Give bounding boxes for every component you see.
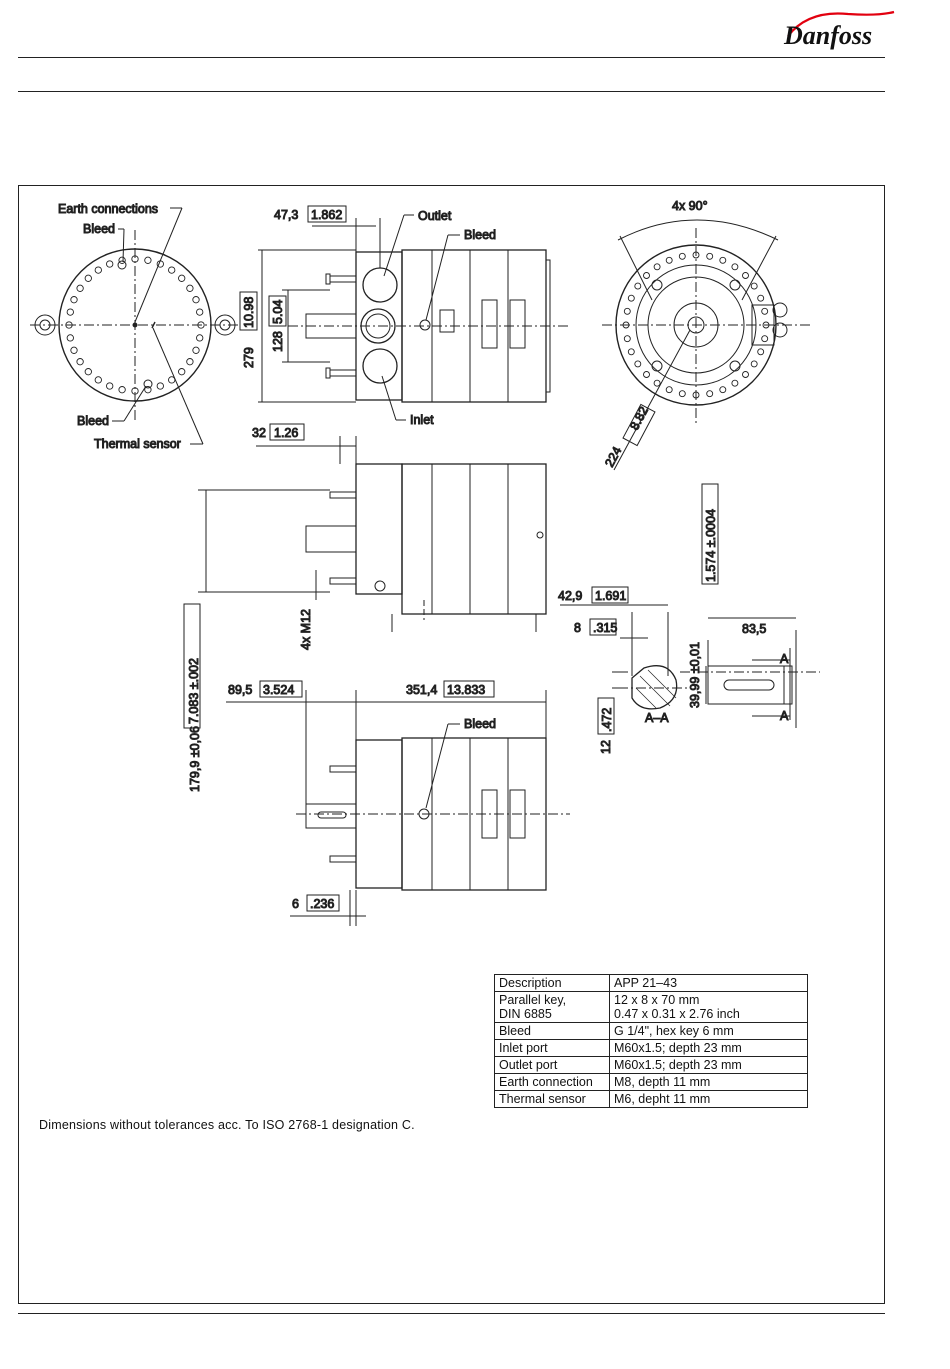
bolt-hole bbox=[197, 335, 203, 341]
spec-table bbox=[494, 974, 808, 1108]
bolt-hole bbox=[107, 383, 113, 389]
bolt-hole bbox=[193, 347, 199, 353]
table-row bbox=[495, 1057, 808, 1074]
table-cell: M60x1.5; depth 23 mm bbox=[610, 1057, 808, 1074]
table-row bbox=[495, 1023, 808, 1040]
bolt-hole bbox=[720, 387, 726, 393]
end-view-left bbox=[30, 230, 240, 420]
table-cell: Outlet port bbox=[495, 1057, 610, 1074]
dim-10-98: 10.98 bbox=[242, 296, 256, 328]
bolt-hole bbox=[732, 380, 738, 386]
label-bleed-bottom: Bleed bbox=[77, 414, 109, 428]
bolt-hole bbox=[77, 285, 83, 291]
bolt-hole bbox=[720, 257, 726, 263]
table-cell: M8, depth 11 mm bbox=[610, 1074, 808, 1091]
table-row bbox=[495, 975, 808, 992]
dim-83-5: 83,5 bbox=[742, 622, 767, 636]
bolt-hole bbox=[197, 309, 203, 315]
label-bleed-side: Bleed bbox=[464, 228, 496, 242]
label-outlet: Outlet bbox=[418, 209, 452, 223]
bolt-hole bbox=[193, 297, 199, 303]
bolt-hole bbox=[169, 267, 175, 273]
bolt-hole bbox=[187, 359, 193, 365]
bolt-hole bbox=[77, 359, 83, 365]
section-a-a bbox=[618, 666, 690, 709]
table-cell: Inlet port bbox=[495, 1040, 610, 1057]
bolt-hole bbox=[666, 257, 672, 263]
bolt-hole bbox=[624, 308, 630, 314]
bolt-hole bbox=[679, 253, 685, 259]
cell-line: Parallel key, bbox=[499, 993, 567, 1007]
dim-12: 12 bbox=[599, 740, 613, 754]
end-view-right bbox=[602, 228, 810, 424]
bolt-hole bbox=[628, 295, 634, 301]
bolt-hole bbox=[644, 372, 650, 378]
dim-5-04: 5.04 bbox=[271, 299, 285, 324]
bolt-hole bbox=[145, 257, 151, 263]
bolt-hole bbox=[679, 391, 685, 397]
dim-42-9: 42,9 bbox=[558, 589, 583, 603]
table-cell: M6, depht 11 mm bbox=[610, 1091, 808, 1108]
bolt-hole bbox=[635, 361, 641, 367]
table-cell bbox=[495, 992, 610, 1023]
label-bleed-top: Bleed bbox=[83, 222, 115, 236]
bolt-hole bbox=[732, 264, 738, 270]
dim-angle: 4x 90° bbox=[672, 199, 708, 213]
dim-179-9: 179,9 ±0,06 bbox=[188, 726, 202, 792]
table-cell: Earth connection bbox=[495, 1074, 610, 1091]
table-row bbox=[495, 1091, 808, 1108]
dim-13-833: 13.833 bbox=[447, 683, 486, 697]
table-row bbox=[495, 1074, 808, 1091]
bolt-hole bbox=[758, 349, 764, 355]
dim-3-524: 3.524 bbox=[263, 683, 295, 697]
cell-line: 12 x 8 x 70 mm bbox=[614, 993, 700, 1007]
label-section-a-bottom: A bbox=[780, 709, 789, 723]
bolt-hole bbox=[644, 273, 650, 279]
bolt-hole bbox=[624, 336, 630, 342]
bolt-hole bbox=[743, 273, 749, 279]
table-row bbox=[495, 1040, 808, 1057]
dim-236: .236 bbox=[310, 897, 335, 911]
bolt-hole bbox=[179, 275, 185, 281]
side-view-top bbox=[270, 250, 570, 402]
label-section-a-top: A bbox=[780, 652, 789, 666]
label-earth-connections: Earth connections bbox=[58, 202, 159, 216]
bolt-hole bbox=[157, 383, 163, 389]
table-cell: Description bbox=[495, 975, 610, 992]
bolt-hole bbox=[762, 308, 768, 314]
bolt-hole bbox=[85, 369, 91, 375]
bolt-hole bbox=[707, 253, 713, 259]
label-inlet: Inlet bbox=[410, 413, 434, 427]
dim-8: 8 bbox=[574, 621, 581, 635]
label-bleed-bottom-view: Bleed bbox=[464, 717, 496, 731]
bolt-hole bbox=[628, 349, 634, 355]
label-section-a-a: A–A bbox=[645, 711, 669, 725]
label-thermal-sensor: Thermal sensor bbox=[94, 437, 181, 451]
bolt-hole bbox=[71, 297, 77, 303]
bolt-hole bbox=[654, 380, 660, 386]
dim-351-4: 351,4 bbox=[406, 683, 438, 697]
table-row bbox=[495, 992, 808, 1023]
bolt-hole bbox=[666, 387, 672, 393]
tolerance-note: Dimensions without tolerances acc. To ISO 2768-1 designation C. bbox=[39, 1118, 415, 1132]
dim-47-3: 47,3 bbox=[274, 208, 299, 222]
table-cell: G 1/4", hex key 6 mm bbox=[610, 1023, 808, 1040]
bolt-hole bbox=[95, 267, 101, 273]
side-view-middle bbox=[306, 464, 546, 632]
dim-7-083: 7.083 ±.002 bbox=[187, 658, 201, 724]
table-cell: M60x1.5; depth 23 mm bbox=[610, 1040, 808, 1057]
dim-89-5: 89,5 bbox=[228, 683, 253, 697]
bolt-hole bbox=[635, 283, 641, 289]
dim-1-574: 1.574 ±.0004 bbox=[704, 509, 718, 582]
dim-1-862: 1.862 bbox=[311, 208, 343, 222]
bolt-hole bbox=[85, 275, 91, 281]
dim-1-26: 1.26 bbox=[274, 426, 299, 440]
bolt-hole bbox=[71, 347, 77, 353]
bolt-hole bbox=[751, 361, 757, 367]
dim-315: .315 bbox=[593, 621, 618, 635]
dim-39-99: 39,99 ±0,01 bbox=[688, 642, 702, 708]
cell-line: 0.47 x 0.31 x 2.76 inch bbox=[614, 1007, 740, 1021]
bolt-hole bbox=[762, 336, 768, 342]
dim-8-82: 8.82 bbox=[627, 404, 652, 433]
bolt-hole bbox=[119, 387, 125, 393]
table-cell: APP 21–43 bbox=[610, 975, 808, 992]
dim-32: 32 bbox=[252, 426, 266, 440]
bolt-hole bbox=[751, 283, 757, 289]
table-cell bbox=[610, 992, 808, 1023]
dim-1-691: 1.691 bbox=[595, 589, 627, 603]
logo-text: Danfoss bbox=[784, 21, 873, 50]
cell-line: DIN 6885 bbox=[499, 1007, 552, 1021]
bolt-hole bbox=[707, 391, 713, 397]
bolt-hole bbox=[67, 335, 73, 341]
table-cell: Bleed bbox=[495, 1023, 610, 1040]
dim-472: .472 bbox=[600, 707, 614, 732]
bolt-hole bbox=[654, 264, 660, 270]
bolt-hole bbox=[758, 295, 764, 301]
bolt-hole bbox=[119, 257, 125, 263]
bolt-hole bbox=[67, 309, 73, 315]
bolt-hole bbox=[179, 369, 185, 375]
bolt-hole bbox=[187, 285, 193, 291]
side-view-bottom bbox=[296, 738, 570, 890]
dim-224: 224 bbox=[602, 444, 625, 470]
dim-279: 279 bbox=[242, 347, 256, 368]
bolt-hole bbox=[95, 377, 101, 383]
dim-128: 128 bbox=[271, 331, 285, 352]
dim-thread: 4x M12 bbox=[299, 609, 313, 650]
table-cell: Thermal sensor bbox=[495, 1091, 610, 1108]
dim-6: 6 bbox=[292, 897, 299, 911]
bolt-hole bbox=[107, 261, 113, 267]
bolt-hole bbox=[743, 372, 749, 378]
